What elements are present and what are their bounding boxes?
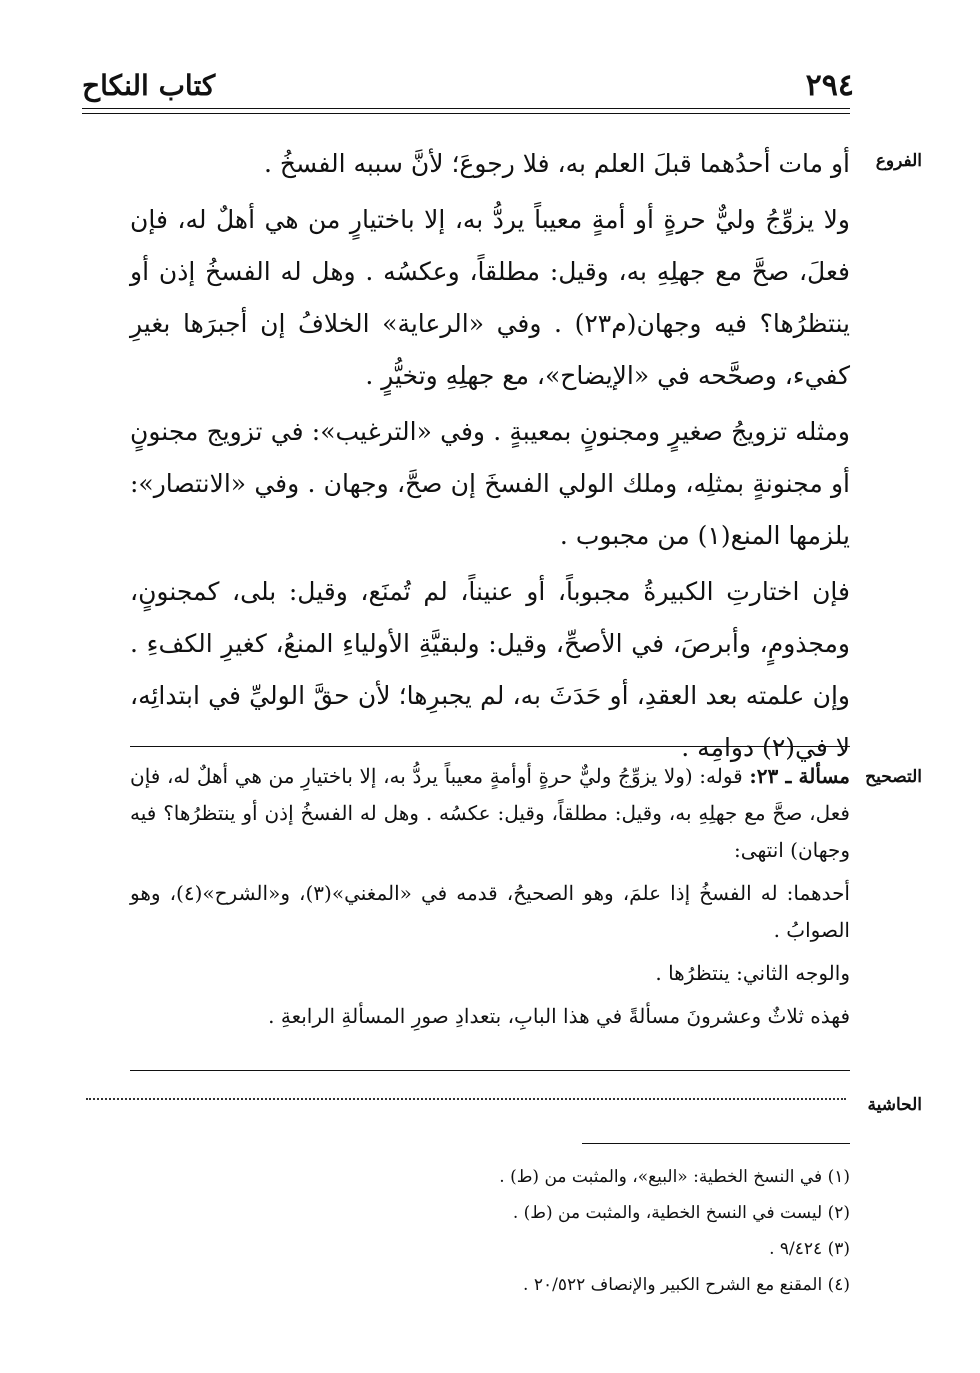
tashih-section [130,758,850,1035]
tashih-paragraph: أحدهما: له الفسخُ إذا علمَ، وهو الصحيحُ، قدمه في «المغني»(٣)، و«الشرح»(٤)، وهو الصوابُ . [130,881,850,942]
main-paragraph: أو مات أحدُهما قبلَ العلم به، فلا رجوعَ؛ لأنَّ سببه الفسخُ . [264,149,850,178]
footnotes [130,1160,850,1304]
tashih-paragraph-text: قوله: (ولا يزوِّجُ وليٌّ حرةٍ أوأمةٍ معيباً يردُّ به، إلا باختيارِ من هي أهلٌ له، فإن فعل، صحَّ مع جهلِهِ به، وقيل: مطلقاً، وقيل: عكسُه . وهل له الفسخُ إذن أو ينتظرُها؟ فيه وجهان) انتهى: [130,764,850,862]
hashiya-dotted-line [86,1098,846,1100]
footnote: (٣) ٩/٤٢٤ . [769,1239,850,1259]
page-number: ٢٩٤ [805,68,854,103]
footnote-rule [582,1143,850,1144]
tashih-paragraph: والوجه الثاني: ينتظرُها . [655,961,850,985]
main-paragraph: ومثله تزويجُ صغيرٍ ومجنونٍ بمعيبةٍ . وفي «الترغيب»: في تزويج مجنونٍ أو مجنونةٍ بمثلِه، وملك الولي الفسخَ إن صحَّ، وجهان . وفي «الانتصار»: يلزمها المنع(١) من مجبوب . [130,417,850,550]
masala-number: مسألة ـ ٢٣: [749,764,851,788]
margin-label-hashiya: الحاشية [867,1095,922,1115]
running-header-title: كتاب النكاح [82,69,216,102]
main-paragraph: فإن اختارتِ الكبيرةُ مجبوباً، أو عنيناً، لم تُمنَع، وقيل: بلى، كمجنونٍ، ومجذومٍ، وأبرصَ، في الأصحِّ، وقيل: ولبقيَّةِ الأولياءِ المنعُ، كغيرِ الكفءِ . وإن علمته بعد العقدِ، أو حَدَثَ به، لم يجبرِها؛ لأن حقَّ الوليِّ في ابتدائِه، لا في(٢) دوامِه . [130,577,850,762]
margin-label-tashih: التصحيح [865,767,922,787]
main-paragraph: ولا يزوِّجُ وليٌّ حرةٍ أو أمةٍ معيباً يردُّ به، إلا باختيارٍ من هي أهلٌ له، فإن فعلَ، صحَّ مع جهلِهِ به، وقيل: مطلقاً، وعكسُه . وهل له الفسخُ إذن أو ينتظرُها؟ فيه وجهان(م٢٣) . وفي «الرعاية» الخلافُ إن أجبرَها بغيرِ كفيء، وصحَّحه في «الإيضاح»، مع جهلِهِ وتخيُّرٍ . [130,205,850,390]
section-separator [130,746,850,747]
main-text [130,138,850,774]
tashih-paragraph [130,758,850,869]
section-separator [130,1070,850,1071]
footnote: (٢) ليست في النسخ الخطية، والمثبت من (ط) . [512,1203,850,1223]
margin-label-furu: الفروع [875,151,922,171]
header-rule-thin [82,113,850,114]
tashih-paragraph: فهذه ثلاثٌ وعشرونَ مسألةً في هذا البابِ، بتعدادِ صورِ المسألةِ الرابعةِ . [268,1004,850,1028]
footnote: (١) في النسخ الخطية: «البيع»، والمثبت من (ط) . [499,1167,850,1187]
header-rule [82,108,850,109]
footnote: (٤) المقنع مع الشرح الكبير والإنصاف ٢٠/٥٢٢ . [523,1275,850,1295]
